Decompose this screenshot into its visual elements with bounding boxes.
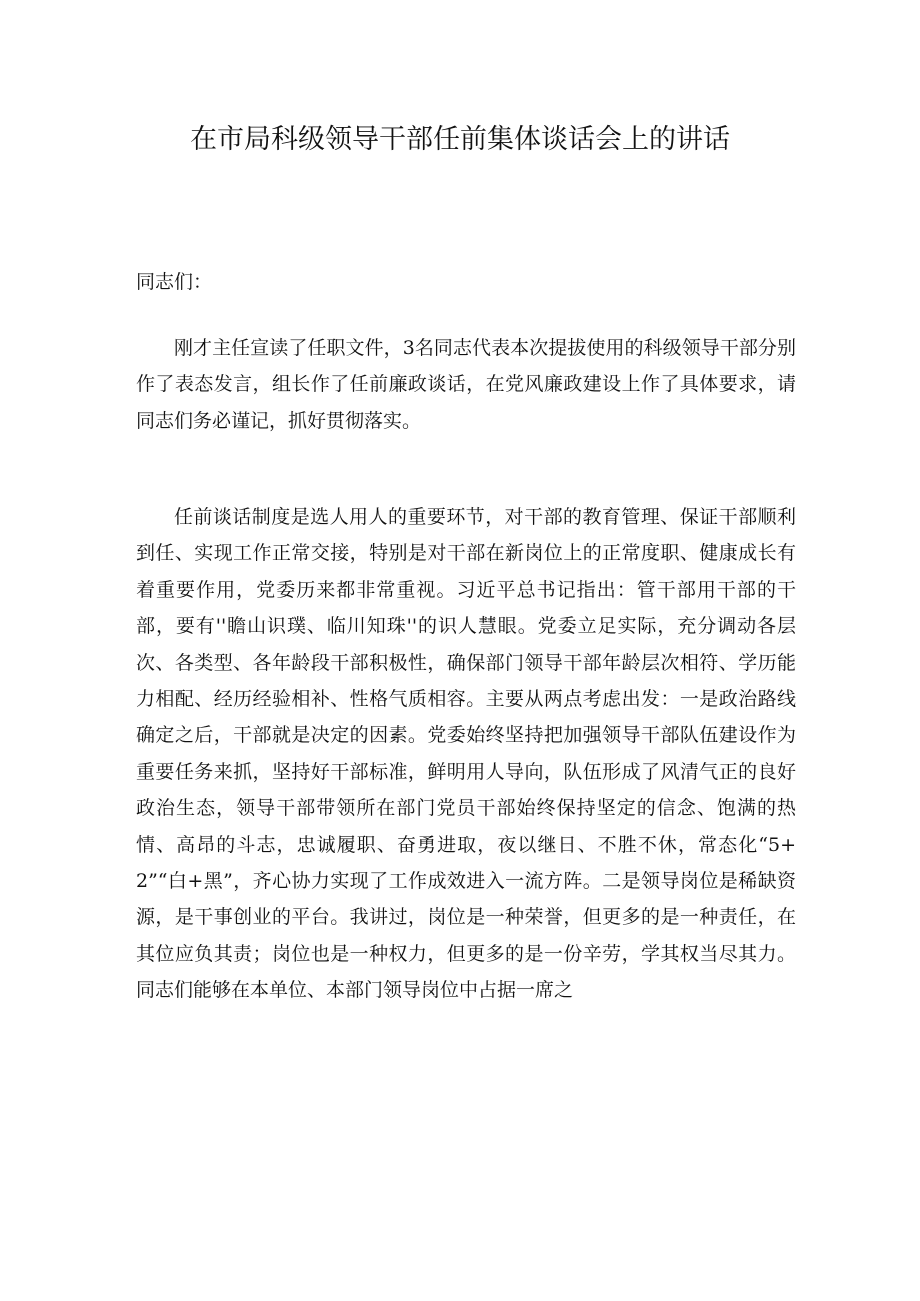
document-title: 在市局科级领导干部任前集体谈话会上的讲话 bbox=[190, 124, 730, 155]
paragraph-2: 任前谈话制度是选人用人的重要环节，对干部的教育管理、保证干部顺利到任、实现工作正常交接，特别是对干部在新岗位上的正常度职、健康成长有着重要作用，党委历来都非常重视。习近平总书记指出：管干部用干部的干部，要有''瞻山识璞、临川知珠''的识人慧眼。党委立足实际，充分调动各层次、各类型、各年龄段干部积极性，确保部门领导干部年龄层次相符、学历能力相配、经历经验相补、性格气质相容。主要从两点考虑出发：一是政治路线确定之后，干部就是决定的因素。党委始终坚持把加强领导干部队伍建设作为重要任务来抓，坚持好干部标准，鲜明用人导向，队伍形成了风清气正的良好政治生态，领导干部带领所在部门党员干部始终保持坚定的信念、饱满的热情、高昂的斗志，忠诚履职、奋勇进取，夜以继日、不胜不休，常态化“5+2”“白+黑”，齐心协力实现了工作成效进入一流方阵。二是领导岗位是稀缺资源，是干事创业的平台。我讲过，岗位是一种荣誉，但更多的是一种责任，在其位应负其责；岗位也是一种权力，但更多的是一份辛劳，学其权当尽其力。同志们能够在本单位、本部门领导岗位中占据一席之 bbox=[136, 506, 796, 1002]
paragraph-1: 刚才主任宣读了任职文件，3名同志代表本次提拔使用的科级领导干部分别作了表态发言，组长作了任前廉政谈话，在党风廉政建设上作了具体要求，请同志们务必谨记，抓好贯彻落实。 bbox=[136, 337, 796, 432]
salutation: 同志们： bbox=[136, 271, 213, 293]
